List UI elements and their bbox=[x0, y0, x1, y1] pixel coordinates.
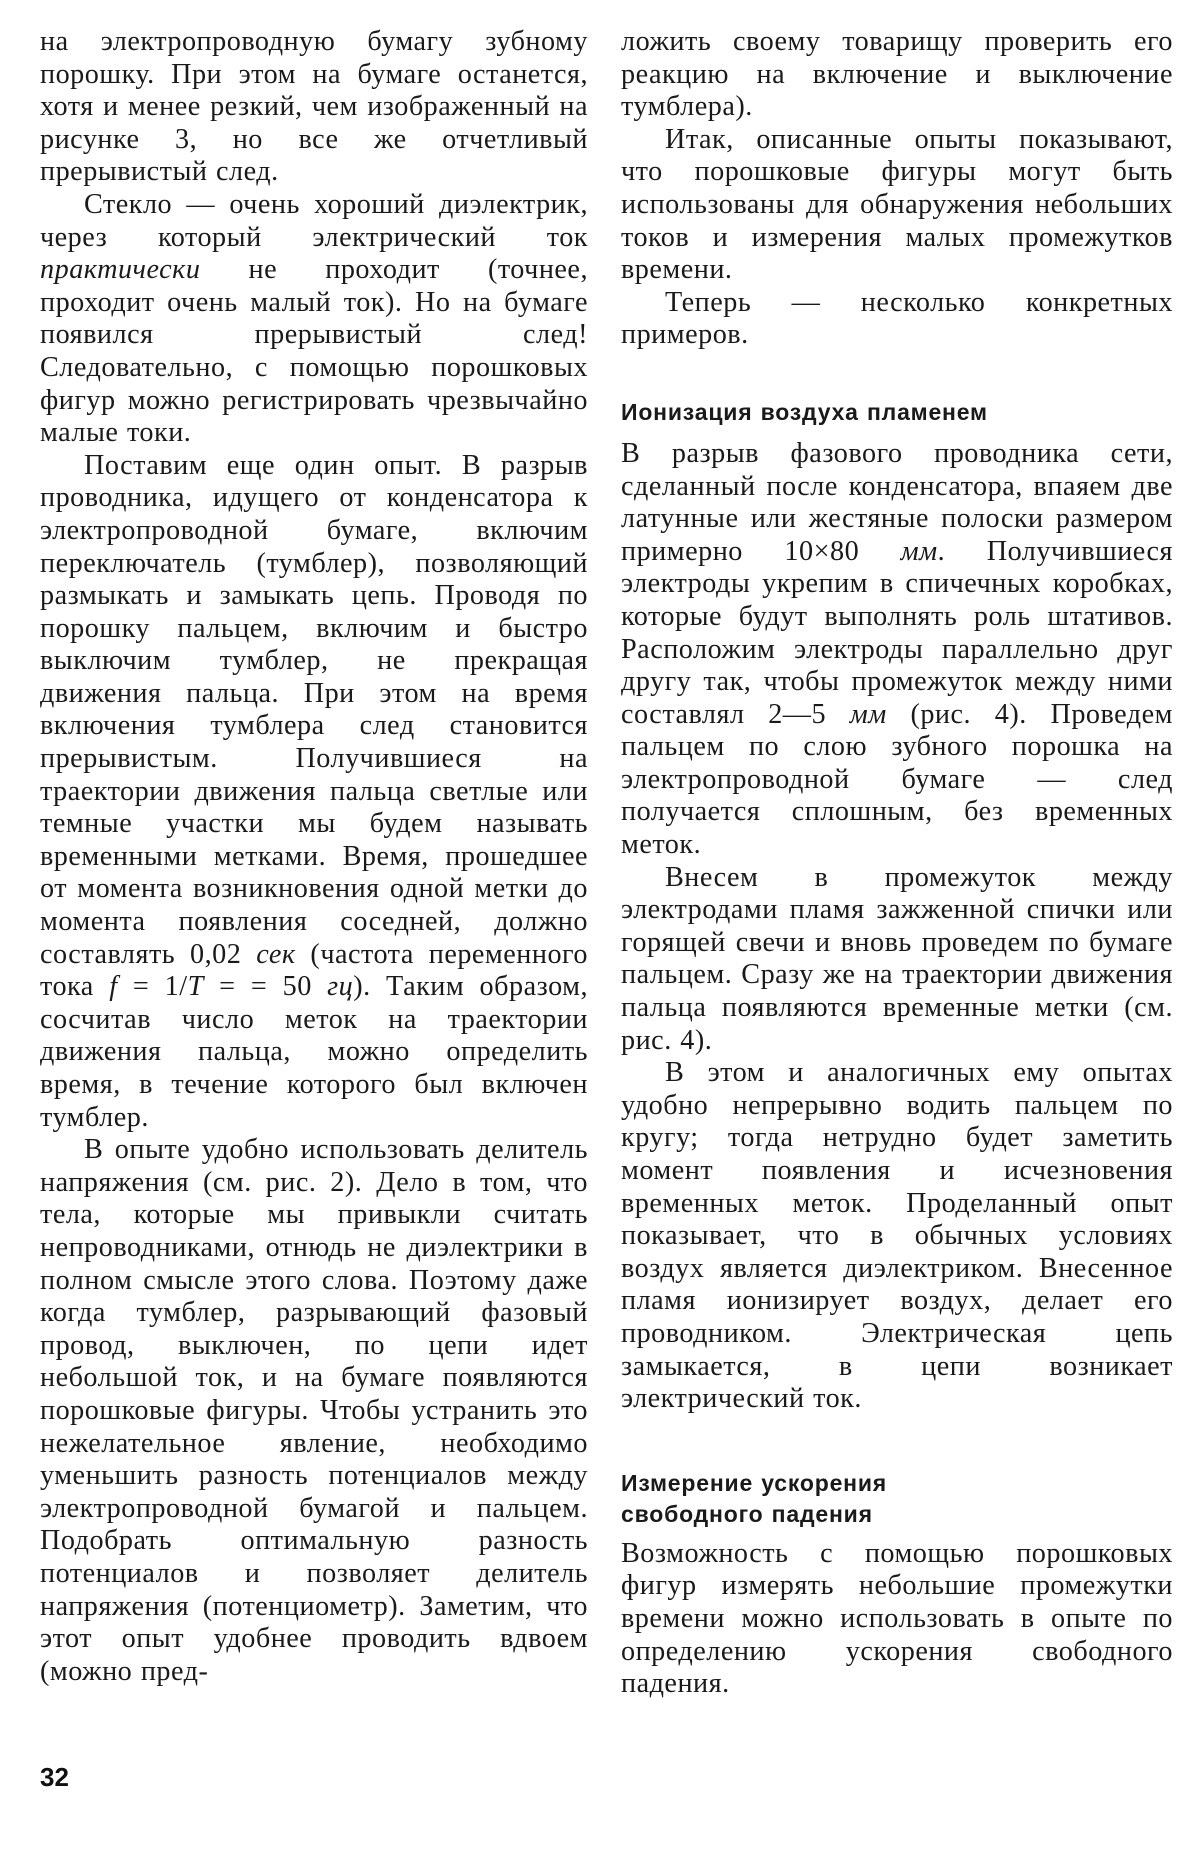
italic-unit: мм bbox=[849, 698, 887, 730]
text-run: В разрыв фазового проводника сети, сделанный после конденсатора, впаяем две латунные или жестяные полоски размером примерно 10×80 bbox=[621, 437, 1173, 567]
paragraph: Возможность с помощью порошковых фигур измерять небольшие промежутки времени можно использовать в опыте по определению ускорения свободного падения. bbox=[621, 1537, 1173, 1700]
page-number: 32 bbox=[40, 1762, 69, 1792]
paragraph: на электропроводную бумагу зубному порошку. При этом на бумаге останется, хотя и менее резкий, чем изображенный на рисунке 3, но все же отчетливый прерывистый след. bbox=[40, 26, 588, 188]
paragraph: В опыте удобно использовать делитель напряжения (см. рис. 2). Дело в том, что тела, которые мы привыкли считать непроводниками, отнюдь не диэлектрики в полном смысле этого слова. Поэтому даже когда тумблер, разрывающий фазовый провод, выключен, по цепи идет небольшой ток, и на бумаге появляются порошковые фигуры. Чтобы устранить это нежелательное явление, необходимо уменьшить разность потенциалов между электропроводной бумагой и пальцем. Подобрать оптимальную разность потенциалов и позволяет делитель напряжения (потенциометр). Заметим, что этот опыт удобнее проводить вдвоем (можно пред- bbox=[40, 1134, 588, 1687]
paragraph: Теперь — несколько конкретных примеров. bbox=[621, 286, 1173, 351]
text-run: не проходит (точнее, проходит очень малый ток). Но на бумаге появился прерывистый след! Следовательно, с помощью порошковых фигур можно регистрировать чрезвычайно малые токи. bbox=[40, 254, 588, 449]
italic-unit: мм bbox=[900, 535, 938, 567]
text-run: Поставим еще один опыт. В разрыв проводника, идущего от конденсатора к электропроводной бумаге, включим переключатель (тумблер), позволяющий размыкать и замыкать цепь. Проводя по порошку пальцем, включим и быстро выключим тумблер, не прекращая движения пальца. При этом на время включения тумблера след становится прерывистым. Получившиеся на траектории движения пальца светлые или темные участки мы будем называть временными метками. Время, прошедшее от момента возникновения одной метки до момента появления соседней, должно составлять 0,02 bbox=[40, 449, 588, 970]
left-column bbox=[40, 26, 588, 1688]
heading-line: свободного падения bbox=[621, 1500, 873, 1527]
paragraph: В этом и аналогичных ему опытах удобно непрерывно водить пальцем по кругу; тогда нетрудно будет заметить момент появления и исчезновения временных меток. Проделанный опыт показывает, что в обычных условиях воздух является диэлектриком. Внесенное пламя ионизирует воздух, делает его проводником. Электрическая цепь замыкается, в цепи возникает электрический ток. bbox=[621, 1057, 1173, 1415]
italic-unit: гц bbox=[327, 971, 354, 1003]
paragraph: Итак, описанные опыты показывают, что порошковые фигуры могут быть использованы для обнаружения небольших токов и измерения малых промежутков времени. bbox=[621, 123, 1173, 286]
section-heading bbox=[621, 1468, 1173, 1530]
text-run: . Получившиеся электроды укрепим в спичечных коробках, которые будут выполнять роль штативов. Расположим электроды параллельно друг другу так, чтобы промежуток между ними составлял 2—5 bbox=[621, 535, 1173, 730]
paragraph bbox=[40, 450, 588, 1134]
italic-text: практически bbox=[40, 254, 201, 286]
italic-unit: сек bbox=[256, 938, 296, 970]
paragraph: Внесем в промежуток между электродами пламя зажженной спички или горящей свечи и вновь проведем по бумаге пальцем. Сразу же на траектории движения пальца появляются временные метки (см. рис. 4). bbox=[621, 861, 1173, 1056]
text-run: ). Таким образом, сосчитав число меток на траектории движения пальца, можно определить время, в течение которого был включен тумблер. bbox=[40, 971, 589, 1133]
text-run: = 1/ bbox=[117, 971, 188, 1003]
text-run: (частота переменного тока bbox=[40, 938, 588, 1003]
paragraph bbox=[40, 189, 588, 450]
text-run: (рис. 4). Проведем пальцем по слою зубного порошка на электропроводной бумаге — след получается сплошным, без временных меток. bbox=[621, 698, 1173, 861]
text-run: = = 50 bbox=[203, 971, 328, 1003]
italic-symbol: T bbox=[187, 971, 204, 1003]
right-column bbox=[621, 26, 1173, 1701]
section-heading: Ионизация воздуха пламенем bbox=[621, 398, 988, 425]
paragraph bbox=[621, 438, 1173, 862]
heading-line: Измерение ускорения bbox=[621, 1469, 888, 1496]
text-run: Стекло — очень хороший диэлектрик, через который электрический ток bbox=[40, 188, 588, 253]
paragraph: ложить своему товарищу проверить его реакцию на включение и выключение тумблера). bbox=[621, 26, 1173, 123]
italic-symbol: f bbox=[109, 971, 118, 1003]
